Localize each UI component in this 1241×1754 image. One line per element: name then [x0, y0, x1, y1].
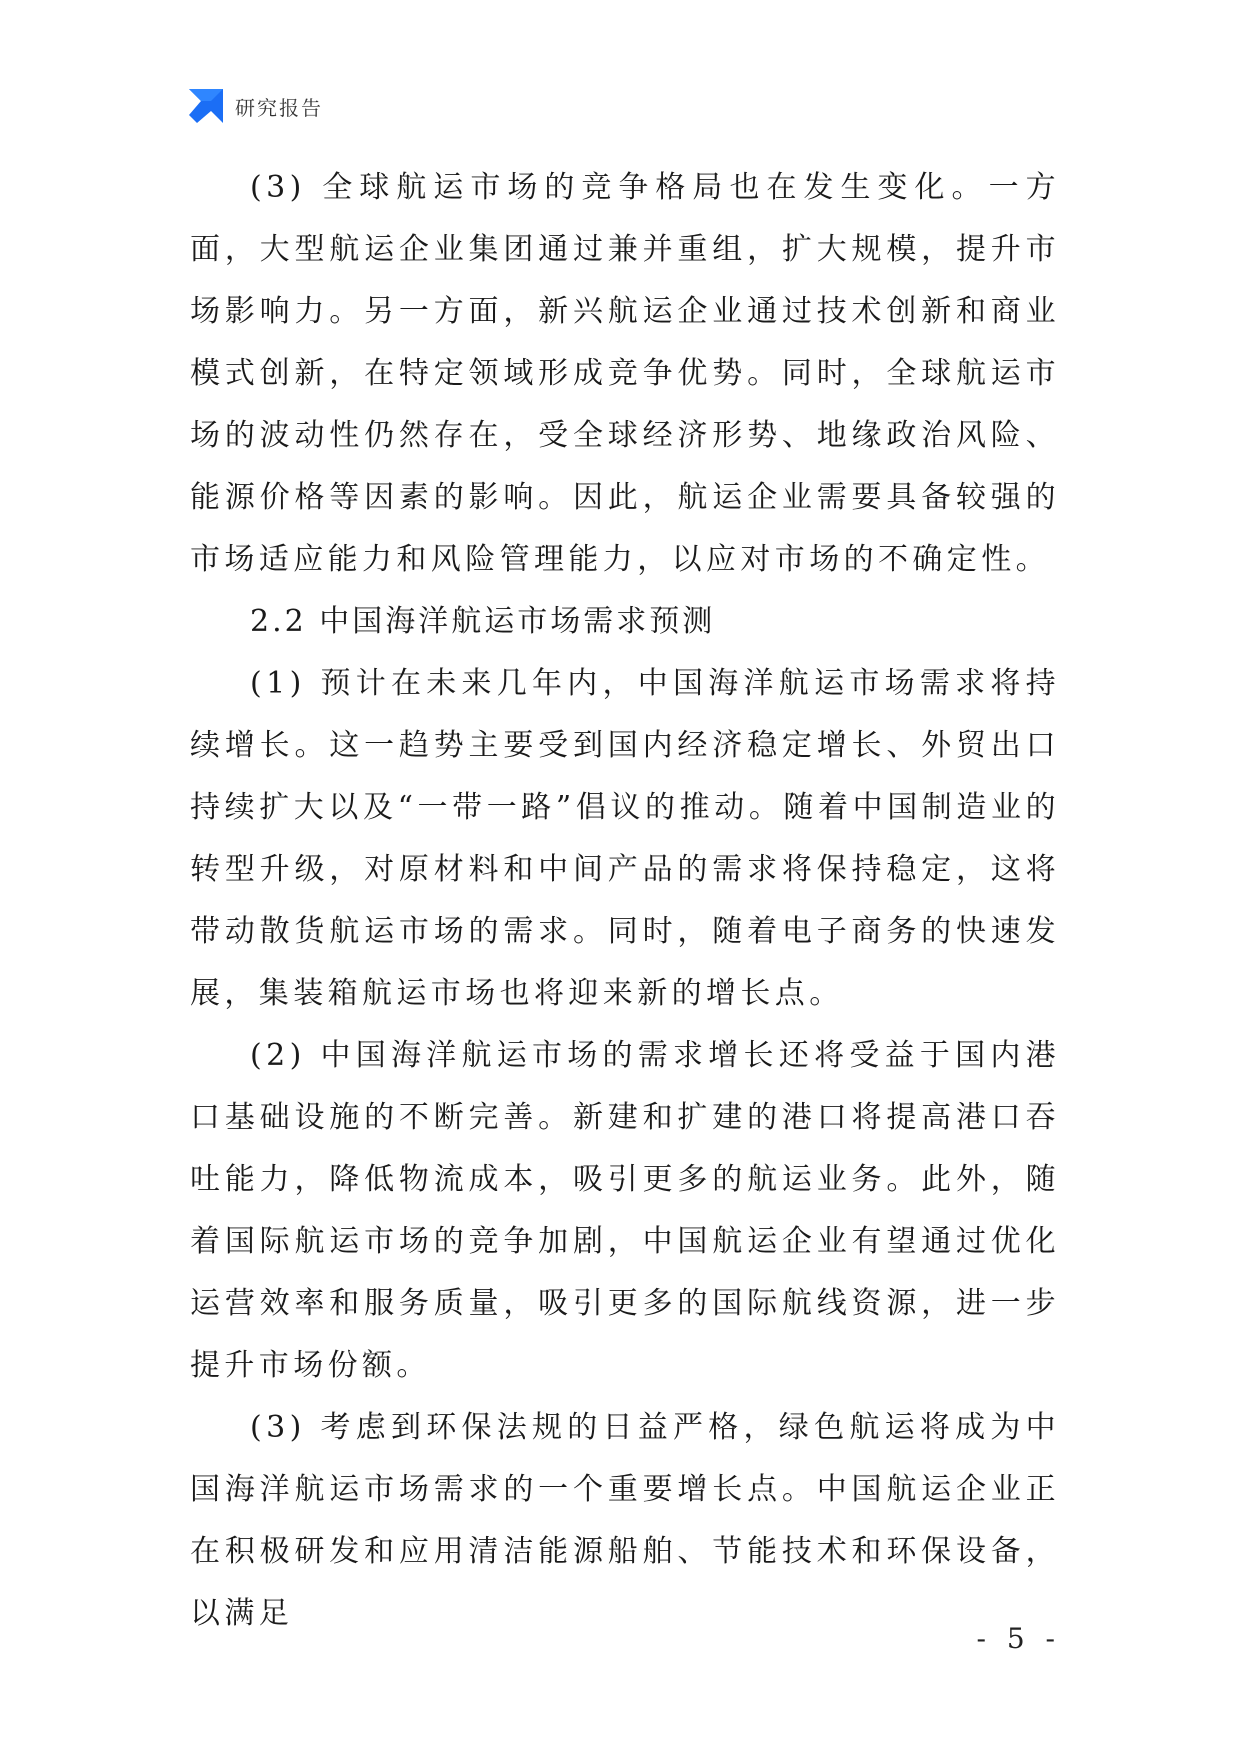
paragraph-demand-growth: (1) 预计在未来几年内，中国海洋航运市场需求将持续增长。这一趋势主要受到国内经济稳定增长、外贸出口持续扩大以及“一带一路”倡议的推动。随着中国制造业的转型升级，对原材料和中间产品的需求将保持稳定，这将带动散货航运市场的需求。同时，随着电子商务的快速发展，集装箱航运市场也将迎来新的增长点。	[190, 666, 1060, 1011]
document-body	[190, 157, 1060, 1645]
paragraph-port-infrastructure: (2) 中国海洋航运市场的需求增长还将受益于国内港口基础设施的不断完善。新建和扩建的港口将提高港口吞吐能力，降低物流成本，吸引更多的航运业务。此外，随着国际航运市场的竞争加剧，中国航运企业有望通过优化运营效率和服务质量，吸引更多的国际航线资源，进一步提升市场份额。	[190, 1038, 1060, 1383]
section-heading: 2.2 中国海洋航运市场需求预测	[250, 604, 716, 639]
arrow-up-right-icon	[189, 89, 223, 123]
paragraph-global-competition: (3) 全球航运市场的竞争格局也在发生变化。一方面，大型航运企业集团通过兼并重组，扩大规模，提升市场影响力。另一方面，新兴航运企业通过技术创新和商业模式创新，在特定领域形成竞争优势。同时，全球航运市场的波动性仍然存在，受全球经济形势、地缘政治风险、能源价格等因素的影响。因此，航运企业需要具备较强的市场适应能力和风险管理能力，以应对市场的不确定性。	[190, 170, 1060, 577]
page-number: - 5 -	[976, 1622, 1061, 1655]
report-header	[189, 88, 323, 124]
header-label: 研究报告	[235, 95, 323, 120]
paragraph-green-shipping: (3) 考虑到环保法规的日益严格，绿色航运将成为中国海洋航运市场需求的一个重要增长点。中国航运企业正在积极研发和应用清洁能源船舶、节能技术和环保设备，以满足	[190, 1410, 1060, 1631]
